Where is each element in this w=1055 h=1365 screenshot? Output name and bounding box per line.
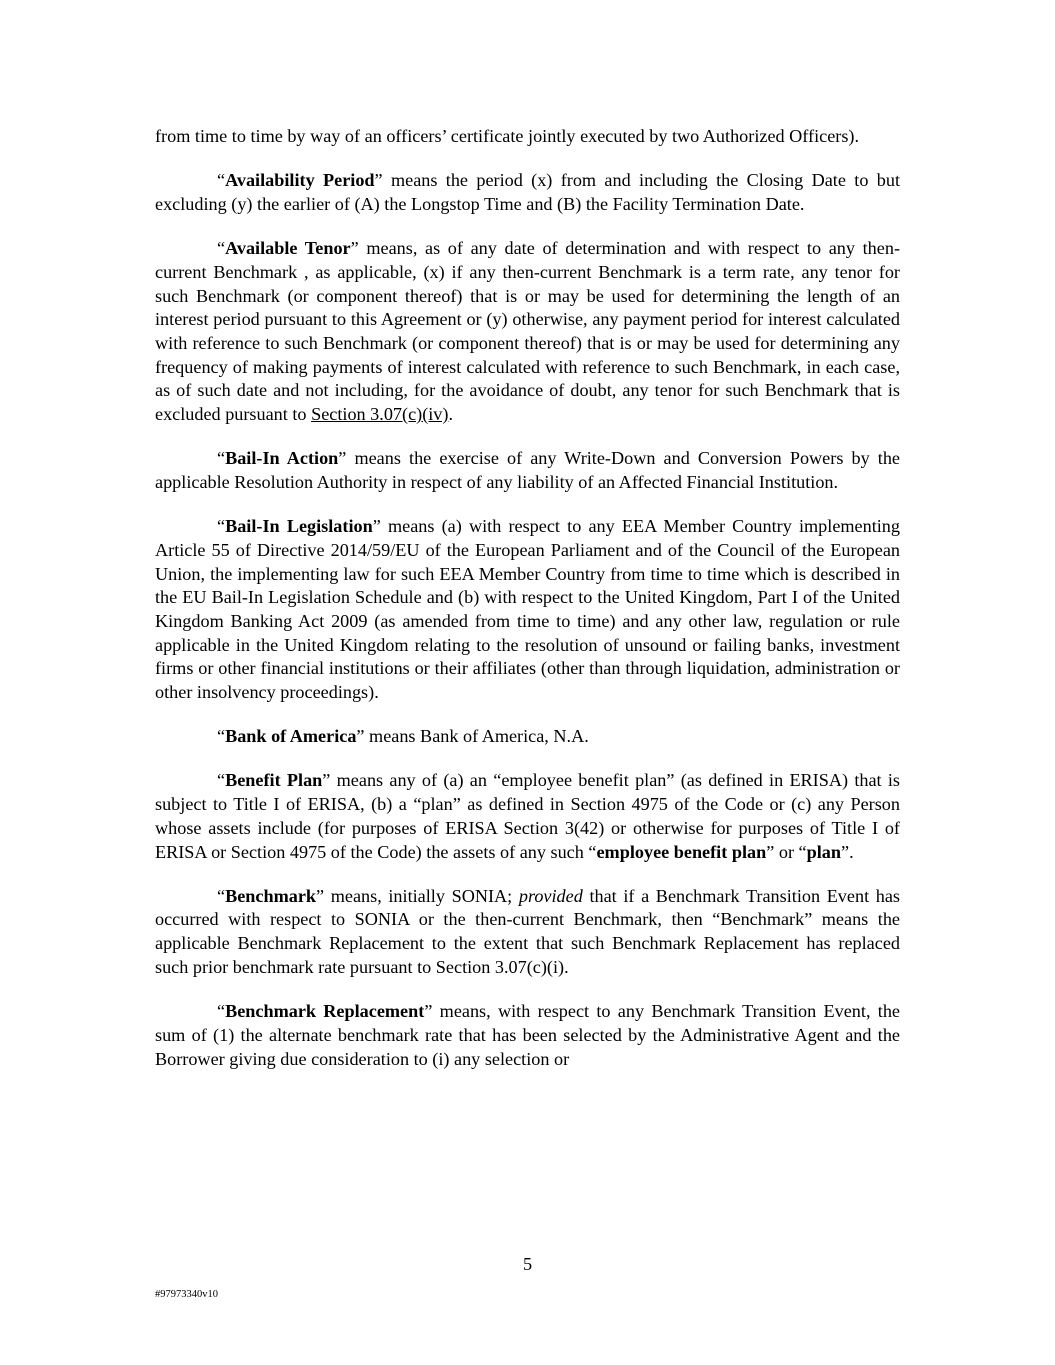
open-quote: “ [217, 238, 226, 259]
open-quote: “ [217, 770, 226, 791]
definition-text: means (a) with respect to any EEA Member Country implementing Article 55 of Directive 2014/59/EU of the European Parliament and of the Council of the European Union, the implementing law for such EEA Member Country from time to time which is described in the EU Bail-In Legislation Schedule and (b) with respect to the United Kingdom, Part I of the United Kingdom Banking Act 2009 (as amended from time to time) and any other law, regulation or rule applicable in the United Kingdom relating to the resolution of unsound or failing banks, investment firms or other financial institutions or their affiliates (other than through liquidation, administration or other insolvency proceedings). [155, 516, 900, 703]
definition-benchmark-replacement [155, 1000, 900, 1071]
open-quote: “ [217, 170, 226, 191]
defined-term-plan: plan [806, 841, 842, 862]
definition-text: means Bank of America, N.A. [364, 726, 589, 747]
close-quote: ” [316, 885, 325, 906]
definition-bail-in-legislation [155, 515, 900, 705]
continuation-paragraph: from time to time by way of an officers’ certificate jointly executed by two Authorized Officers). [155, 126, 860, 146]
defined-term: Bail-In Legislation [225, 516, 373, 537]
close-quote: ” [372, 516, 381, 537]
definition-bank-of-america [155, 725, 900, 749]
defined-term: Benchmark [225, 885, 317, 906]
defined-term-employee-benefit-plan: employee benefit plan [596, 841, 767, 862]
definition-text: means the period (x) from and including the Closing Date to but excluding (y) the earlier of (A) the Longstop Time and (B) the Facility Termination Date. [155, 170, 900, 214]
definition-bail-in-action [155, 447, 900, 494]
definition-text: means any of (a) an “employee benefit plan” (as defined in ERISA) that is subject to Title I of ERISA, (b) a “plan” as defined in Section 4975 of the Code or (c) any Person whose assets include (for purposes of ERISA Section 3(42) or otherwise for purposes of Title I of ERISA or Section 4975 of the Code) the assets of any such “ [155, 770, 900, 862]
open-quote: “ [217, 885, 226, 906]
document-body [155, 125, 900, 1092]
definition-text-rest: that if a Benchmark Transition Event has occurred with respect to SONIA or the then-current Benchmark, then “Benchmark” means the applicable Benchmark Replacement to the extent that such Benchmark Replacement has replaced such prior benchmark rate pursuant to Section 3.07(c)(i). [155, 885, 900, 977]
open-quote: “ [217, 726, 226, 747]
definition-text-end: . [448, 404, 453, 425]
defined-term: Benchmark Replacement [225, 1001, 425, 1022]
defined-term: Bank of America [225, 726, 357, 747]
close-quote: ” [338, 448, 347, 469]
defined-term: Available Tenor [225, 238, 351, 259]
definition-availability-period [155, 169, 900, 216]
close-quote: ” [374, 170, 383, 191]
definition-text: means, initially SONIA; [324, 885, 519, 906]
defined-term: Benefit Plan [225, 770, 323, 791]
document-id: #97973340v10 [155, 1289, 218, 1300]
defined-term: Bail-In Action [225, 448, 339, 469]
close-quote: ” [322, 770, 331, 791]
definition-available-tenor [155, 237, 900, 427]
definition-benefit-plan [155, 769, 900, 864]
open-quote: “ [217, 1001, 226, 1022]
definition-text: means, as of any date of determination and with respect to any then-current Benchmark , as applicable, (x) if any then-current Benchmark is a term rate, any tenor for such Benchmark (or component thereof) that is or may be used for determining the length of an interest period pursuant to this Agreement or (y) otherwise, any payment period for interest calculated with reference to such Benchmark (or component thereof) that is or may be used for determining any frequency of making payments of interest calculated with reference to such Benchmark, in each case, as of such date and not including, for the avoidance of doubt, any tenor for such Benchmark that is excluded pursuant to [155, 238, 900, 425]
section-reference-link[interactable]: Section 3.07(c)(iv) [311, 404, 449, 425]
close-quote: ” [356, 726, 365, 747]
proviso-text: provided [518, 885, 583, 906]
open-quote: “ [217, 516, 226, 537]
definition-text-mid: ” or “ [766, 841, 807, 862]
close-quote: ” [350, 238, 359, 259]
defined-term: Availability Period [225, 170, 375, 191]
close-quote: ” [424, 1001, 433, 1022]
definition-text: means, with respect to any Benchmark Transition Event, the sum of (1) the alternate benchmark rate that has been selected by the Administrative Agent and the Borrower giving due consideration to (i) any selection or [155, 1001, 900, 1069]
page-number: 5 [522, 1254, 533, 1274]
definition-benchmark [155, 885, 900, 980]
definition-text-end: ”. [841, 841, 854, 862]
definition-text: means the exercise of any Write-Down and Conversion Powers by the applicable Resolution Authority in respect of any liability of an Affected Financial Institution. [155, 448, 900, 492]
open-quote: “ [217, 448, 226, 469]
